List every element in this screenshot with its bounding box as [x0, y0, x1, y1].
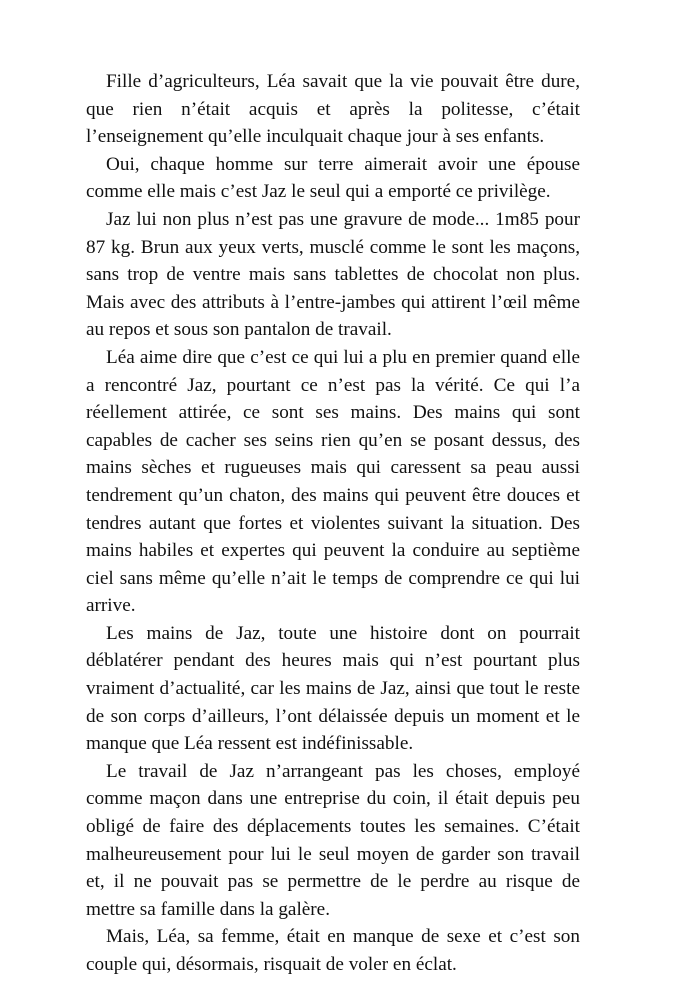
paragraph-4: Léa aime dire que c’est ce qui lui a plu en premier quand elle a rencontré Jaz, pourtant ce n’est pas la vérité. Ce qui l’a réellement attirée, ce sont ses mains. Des mains qui sont capables de cacher ses seins rien qu’en se posant dessus, des mains sèches et rugueuses mais qui caressent sa peau aussi tendrement qu’un chaton, des mains qui peuvent être douces et tendres autant que fortes et violentes suivant la situation. Des mains habiles et expertes qui peuvent la conduire au septième ciel sans même qu’elle n’ait le temps de comprendre ce qui lui arrive. [86, 346, 580, 617]
paragraph-5: Les mains de Jaz, toute une histoire dont on pourrait déblatérer pendant des heures mais qui n’est pourtant plus vraiment d’actualité, car les mains de Jaz, ainsi que tout le reste de son corps d’ailleurs, l’ont délaissée depuis un moment et le manque que Léa ressent est indéfinissable. [86, 622, 580, 755]
paragraph-2: Oui, chaque homme sur terre aimerait avoir une épouse comme elle mais c’est Jaz le seul qui a emporté ce privilège. [86, 153, 580, 203]
paragraph-3: Jaz lui non plus n’est pas une gravure de mode... 1m85 pour 87 kg. Brun aux yeux verts, musclé comme le sont les maçons, sans trop de ventre mais sans tablettes de chocolat non plus. Mais avec des attributs à l’entre-jambes qui attirent l’œil même au repos et sous son pantalon de travail. [86, 208, 580, 341]
paragraph-1: Fille d’agriculteurs, Léa savait que la vie pouvait être dure, que rien n’était acquis et après la politesse, c’était l’enseignement qu’elle inculquait chaque jour à ses enfants. [86, 71, 580, 148]
paragraph-6: Le travail de Jaz n’arrangeant pas les choses, employé comme maçon dans une entreprise du coin, il était depuis peu obligé de faire des déplacements toutes les semaines. C’était malheureusement pour lui le seul moyen de garder son travail et, il ne pouvait pas se permettre de le perdre au risque de mettre sa famille dans la galère. [86, 760, 580, 920]
paragraph-7: Mais, Léa, sa femme, était en manque de sexe et c’est son couple qui, désormais, risquait de voler en éclat. [86, 926, 580, 975]
page-body [86, 68, 580, 979]
